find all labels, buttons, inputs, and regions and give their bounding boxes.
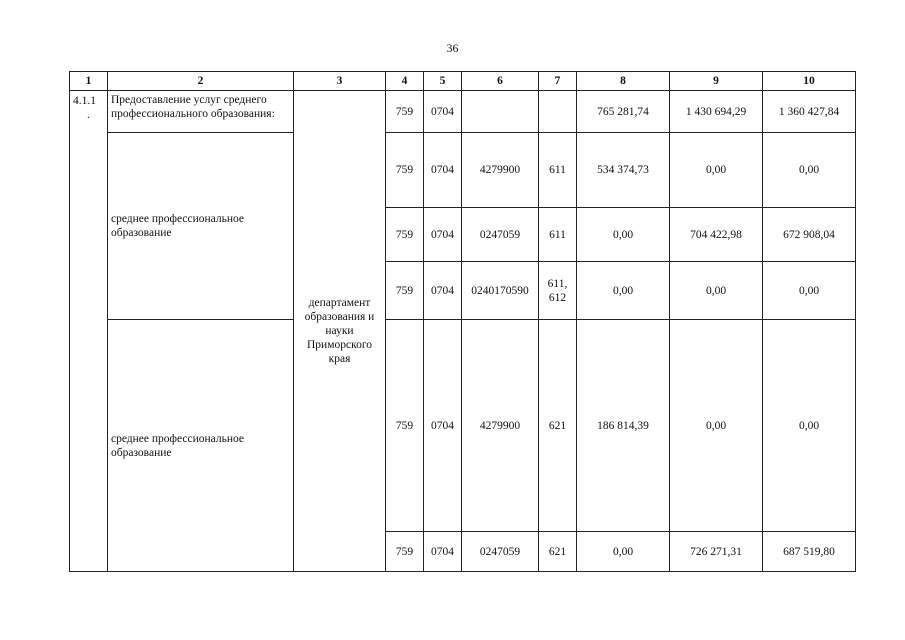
cell-col8: 0,00 bbox=[577, 532, 670, 572]
cell-col10: 1 360 427,84 bbox=[763, 91, 856, 133]
cell-col5: 0704 bbox=[424, 208, 462, 262]
cell-col5: 0704 bbox=[424, 91, 462, 133]
cell-col6: 4279900 bbox=[462, 320, 539, 532]
cell-col10: 687 519,80 bbox=[763, 532, 856, 572]
cell-col7: 611 bbox=[539, 133, 577, 208]
cell-col10: 0,00 bbox=[763, 133, 856, 208]
cell-col10: 0,00 bbox=[763, 320, 856, 532]
table-row bbox=[70, 320, 856, 532]
cell-col7: 611 bbox=[539, 208, 577, 262]
cell-col7 bbox=[539, 91, 577, 133]
page-number: 36 bbox=[446, 41, 459, 55]
cell-col7: 621 bbox=[539, 532, 577, 572]
cell-col4: 759 bbox=[386, 133, 424, 208]
item-name-group-2: среднее профессиональное образование bbox=[108, 320, 294, 572]
cell-col8: 0,00 bbox=[577, 262, 670, 320]
cell-col7: 621 bbox=[539, 320, 577, 532]
cell-col6: 4279900 bbox=[462, 133, 539, 208]
cell-col8: 186 814,39 bbox=[577, 320, 670, 532]
cell-col5: 0704 bbox=[424, 320, 462, 532]
header-cell: 10 bbox=[763, 72, 856, 91]
cell-col9: 0,00 bbox=[670, 262, 763, 320]
cell-col6: 0240170590 bbox=[462, 262, 539, 320]
cell-col4: 759 bbox=[386, 532, 424, 572]
cell-col9: 0,00 bbox=[670, 320, 763, 532]
cell-col9: 0,00 bbox=[670, 133, 763, 208]
header-cell: 2 bbox=[108, 72, 294, 91]
header-cell: 7 bbox=[539, 72, 577, 91]
header-cell: 4 bbox=[386, 72, 424, 91]
cell-col9: 726 271,31 bbox=[670, 532, 763, 572]
item-code: 4.1.1 bbox=[73, 95, 96, 107]
header-cell: 9 bbox=[670, 72, 763, 91]
cell-col7: 611, 612 bbox=[539, 262, 577, 320]
cell-col5: 0704 bbox=[424, 133, 462, 208]
header-cell: 3 bbox=[294, 72, 386, 91]
cell-col6 bbox=[462, 91, 539, 133]
cell-col8: 534 374,73 bbox=[577, 133, 670, 208]
table-row bbox=[70, 133, 856, 208]
item-name-main: Предоставление услуг среднего профессионального образования: bbox=[108, 91, 294, 133]
cell-col8: 765 281,74 bbox=[577, 91, 670, 133]
cell-col9: 1 430 694,29 bbox=[670, 91, 763, 133]
cell-col8: 0,00 bbox=[577, 208, 670, 262]
cell-col5: 0704 bbox=[424, 262, 462, 320]
cell-col10: 0,00 bbox=[763, 262, 856, 320]
cell-col4: 759 bbox=[386, 320, 424, 532]
cell-col6: 0247059 bbox=[462, 208, 539, 262]
table-row bbox=[70, 91, 856, 133]
department-cell: департамент образования и науки Приморского края bbox=[294, 91, 386, 572]
item-code-cell bbox=[70, 91, 108, 572]
cell-col9: 704 422,98 bbox=[670, 208, 763, 262]
item-name-group-1: среднее профессиональное образование bbox=[108, 133, 294, 320]
cell-col4: 759 bbox=[386, 91, 424, 133]
cell-col10: 672 908,04 bbox=[763, 208, 856, 262]
header-cell: 5 bbox=[424, 72, 462, 91]
cell-col6: 0247059 bbox=[462, 532, 539, 572]
item-code-suffix: . bbox=[87, 109, 90, 121]
header-cell: 1 bbox=[70, 72, 108, 91]
cell-col4: 759 bbox=[386, 208, 424, 262]
budget-table bbox=[69, 71, 856, 572]
cell-col5: 0704 bbox=[424, 532, 462, 572]
cell-col4: 759 bbox=[386, 262, 424, 320]
header-row bbox=[70, 72, 856, 91]
header-cell: 6 bbox=[462, 72, 539, 91]
header-cell: 8 bbox=[577, 72, 670, 91]
